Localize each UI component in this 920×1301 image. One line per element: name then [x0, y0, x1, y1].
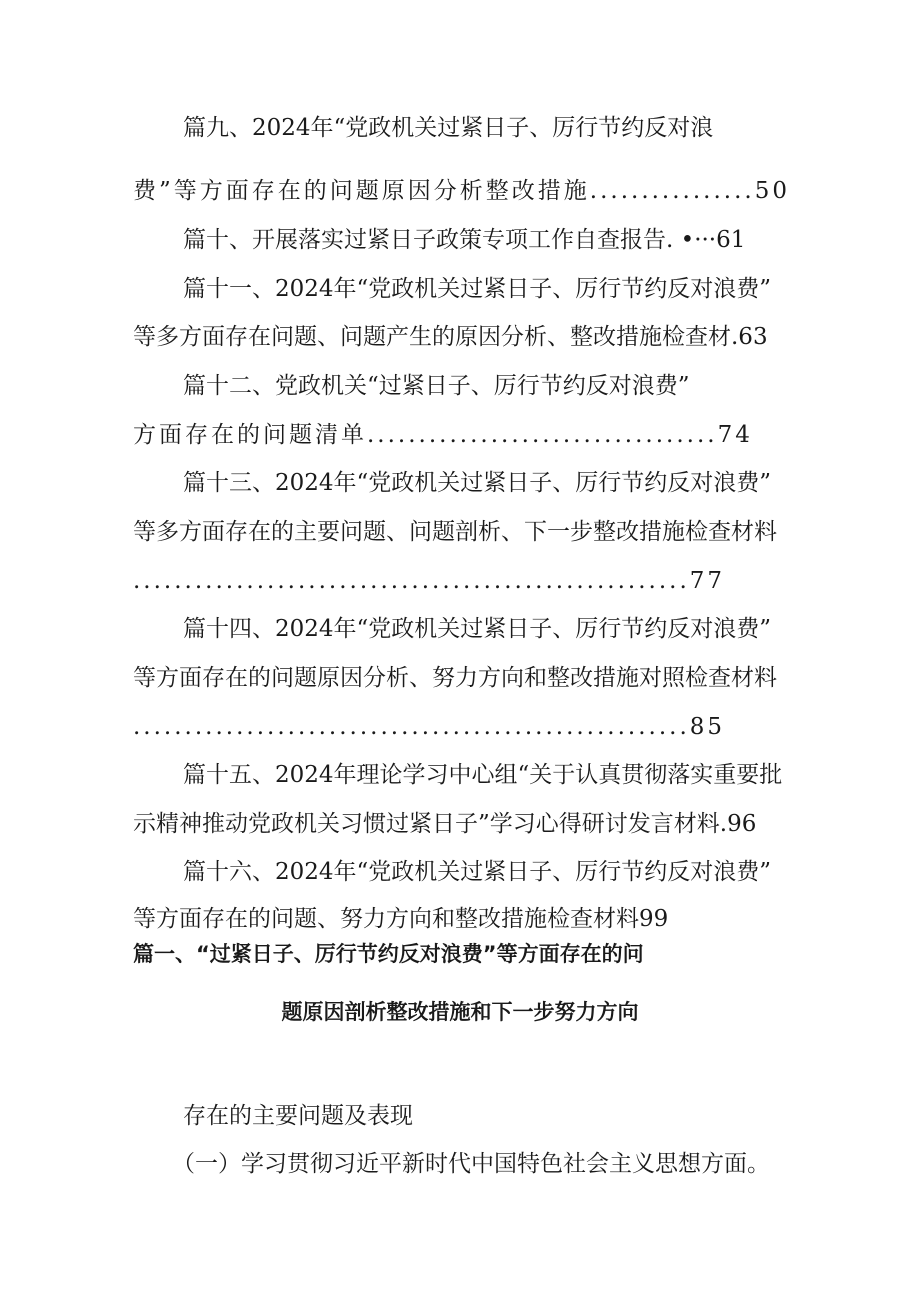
section-title-line1: 篇一、“过紧日子、厉行节约反对浪费”等方面存在的问: [133, 942, 644, 966]
toc-entry-11-line2: 等多方面存在问题、问题产生的原因分析、整改措施检查材.63: [133, 324, 768, 350]
toc-entry-12-line2: 方面存在的问题清单..................................74: [133, 422, 753, 448]
toc-entry-10: 篇十、开展落实过紧日子政策专项工作自查报告. •···61: [183, 227, 746, 253]
toc-entry-15-line1: 篇十五、2024年理论学习中心组“关于认真贯彻落实重要批: [183, 762, 783, 788]
toc-entry-9-line1: 篇九、2024年“党政机关过紧日子、厉行节约反对浪: [183, 115, 714, 141]
toc-entry-12-line1: 篇十二、党政机关“过紧日子、厉行节约反对浪费”: [183, 373, 690, 399]
toc-entry-16-line1: 篇十六、2024年“党政机关过紧日子、厉行节约反对浪费”: [183, 859, 772, 885]
toc-entry-13-line2: 等多方面存在的主要问题、问题剖析、下一步整改措施检查材料: [133, 519, 777, 545]
section-heading: 存在的主要问题及表现: [183, 1103, 413, 1129]
toc-entry-14-line3: ......................................................85: [133, 714, 726, 740]
toc-entry-13-line3: ......................................................77: [133, 568, 726, 594]
section-title-line2: 题原因剖析整改措施和下一步努力方向: [281, 1000, 639, 1024]
section-subheading: （一）学习贯彻习近平新时代中国特色社会主义思想方面。: [172, 1151, 770, 1177]
toc-entry-14-line2: 等方面存在的问题原因分析、努力方向和整改措施对照检查材料: [133, 665, 777, 691]
toc-entry-9-line2: 费”等方面存在的问题原因分析整改措施................50: [133, 178, 791, 204]
toc-entry-11-line1: 篇十一、2024年“党政机关过紧日子、厉行节约反对浪费”: [183, 276, 772, 302]
toc-entry-15-line2: 示精神推动党政机关习惯过紧日子”学习心得研讨发言材料.96: [133, 811, 757, 837]
toc-entry-16-line2: 等方面存在的问题、努力方向和整改措施检查材料99: [133, 906, 669, 932]
toc-entry-14-line1: 篇十四、2024年“党政机关过紧日子、厉行节约反对浪费”: [183, 616, 772, 642]
toc-entry-13-line1: 篇十三、2024年“党政机关过紧日子、厉行节约反对浪费”: [183, 470, 772, 496]
